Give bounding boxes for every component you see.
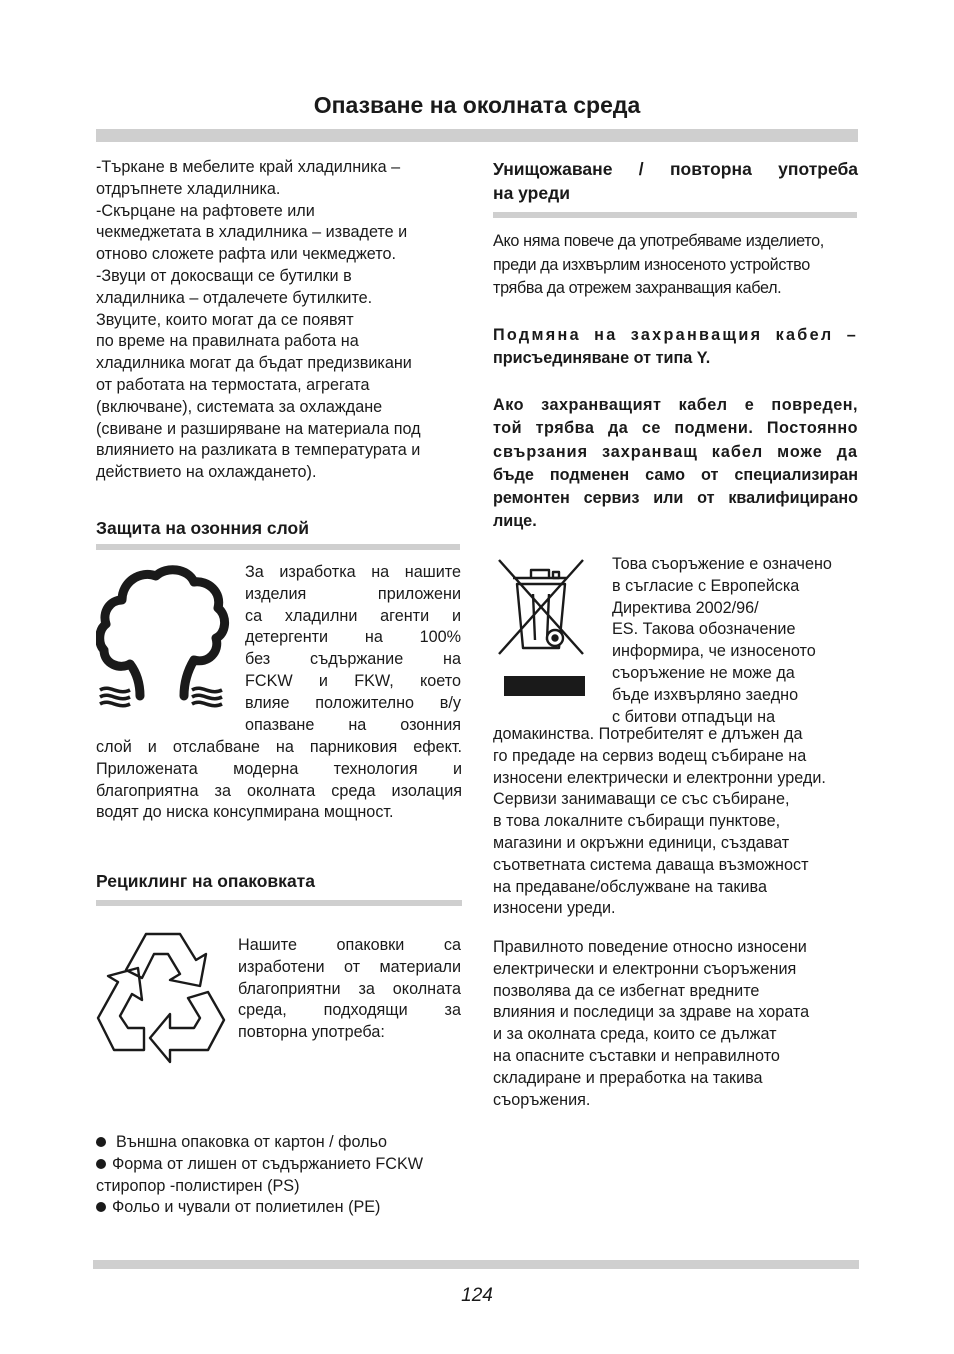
text-line: в това локалните събиращи пунктове, <box>493 812 781 831</box>
list-item-continuation: стиропор -полистирен (PS) <box>96 1176 300 1195</box>
noise-paragraph <box>96 157 462 484</box>
text-line: -Търкане в мебелите край хладилника – <box>96 158 401 176</box>
text-line: отново сложете рафта или чекмеджето. <box>96 245 396 264</box>
text-line: (включване), системата за охлаждане <box>96 397 383 416</box>
text-line: позволява да се избегнат вредните <box>493 981 760 1000</box>
text-line: изработени от материали <box>238 957 461 976</box>
text-line: той трябва да се подмени. Постоянно <box>493 419 858 438</box>
ozone-heading: Защита на озонния слой <box>96 518 309 538</box>
text-line: слой и отслабване на парниковия ефект. <box>96 738 462 756</box>
cable-heading: Подмяна на захранващия кабел – присъединяване от типа Y. <box>493 326 858 367</box>
text-line: и за околната среда, които се дължат <box>493 1025 777 1044</box>
text-line: бъде подменен само от специализиран <box>493 465 858 484</box>
text-line: повторна употреба: <box>238 1023 385 1042</box>
text-line: на опасните съставки и неправилното <box>493 1046 780 1065</box>
list-item: Фольо и чували от полиетилен (PE) <box>96 1197 466 1219</box>
text-line: трябва да отрежем захранващия кабел. <box>493 279 782 297</box>
bullet-icon <box>96 1159 106 1169</box>
bullet-icon <box>96 1137 106 1147</box>
text-line: FCKW и FKW, което <box>245 671 461 690</box>
text-line: За изработка на нашите <box>245 563 461 581</box>
text-line: детергенти на 100% <box>245 628 461 647</box>
text-line: Ако няма повече да употребяваме изделието, <box>493 232 824 250</box>
text-line: от работата на термостата, агрегата <box>96 375 370 394</box>
ozone-divider <box>96 544 460 550</box>
text-line: информира, че износеното <box>612 642 816 661</box>
text-line: влиянието на разликата в температурата и <box>96 441 421 460</box>
text-line: Звуците, които могат да се появят <box>96 310 354 329</box>
text-line: износени електрически и електронни уреди. <box>493 768 826 787</box>
text-line: влияния и последици за здраве на хората <box>493 1003 810 1022</box>
crossed-bin-icon <box>495 556 591 700</box>
text-line: водят до ниска консупмирана мощност. <box>96 803 394 822</box>
packaging-list <box>96 1132 466 1219</box>
text-line: износени уреди. <box>493 899 616 918</box>
text-line: Сервизи занимаващи се със събиране, <box>493 790 790 809</box>
text-line: Нашите опаковки са <box>238 936 461 954</box>
footer-divider <box>93 1260 859 1269</box>
text-line: складиране и преработка на такива <box>493 1068 763 1087</box>
text-line: лице. <box>493 512 537 531</box>
text-line: с битови отпадъци на <box>612 707 776 726</box>
text-line: изделия приложени <box>245 584 461 603</box>
recycling-heading: Рециклинг на опаковката <box>96 871 315 891</box>
text-line: -Звуци от докосващи се бутилки в <box>96 266 352 285</box>
recycling-icon <box>96 926 226 1064</box>
ozone-side-text <box>245 562 461 736</box>
text-line: са хладилни агенти и <box>245 606 461 625</box>
text-line: Ако захранващият кабел е повреден, <box>493 396 858 414</box>
weee-full-text <box>493 724 863 920</box>
disposal-divider <box>493 212 857 218</box>
text-line: ремонтен сервиз или от квалифицирано <box>493 489 858 508</box>
text-line: отдръпнете хладилника. <box>96 179 281 198</box>
tree-icon <box>96 564 230 712</box>
text-line: съответната система даваща възможност <box>493 855 809 874</box>
list-item: Външна опаковка от картон / фольо <box>96 1132 466 1154</box>
text-line: благоприятна за околната среда изолация <box>96 781 462 800</box>
text-line: на предаване/обслужване на такива <box>493 877 767 896</box>
list-item: Форма от лишен от съдържанието FCKW <box>96 1154 466 1176</box>
text-line: съоръжение не може да <box>612 663 795 682</box>
text-line: опазване на озонния <box>245 715 461 734</box>
text-line: преди да изхвърлим износеното устройство <box>493 255 810 274</box>
text-line: (свиване и разширяване на материала под <box>96 419 421 438</box>
page-title: Опазване на околната среда <box>313 92 641 118</box>
text-line: Приложената модерна технология и <box>96 759 462 778</box>
text-line: ES. Такова обозначение <box>612 620 796 639</box>
text-line: по време на правилната работа на <box>96 332 359 351</box>
text-line: Правилното поведение относно износени <box>493 938 807 956</box>
text-line: -Скърцане на рафтовете или <box>96 201 315 220</box>
text-line: без съдържание на <box>245 650 461 669</box>
text-line: Директива 2002/96/ <box>612 598 759 617</box>
text-line: домакинства. Потребителят е длъжен да <box>493 725 803 743</box>
text-line: влияе положително в/у <box>245 693 461 712</box>
recycling-side-text <box>238 935 461 1044</box>
bullet-icon <box>96 1202 106 1212</box>
text-line: съоръжения. <box>493 1090 591 1109</box>
text-line: свързания захранващ кабел може да <box>493 442 858 461</box>
weee-side-text <box>612 554 862 728</box>
text-line: действието на охлаждането). <box>96 463 317 482</box>
title-divider <box>96 129 858 142</box>
ozone-full-text <box>96 737 462 824</box>
weee-paragraph-2 <box>493 937 863 1111</box>
text-line: чекмеджетата в хладилника – извадете и <box>96 223 408 242</box>
text-line: Това съоръжение е означено <box>612 555 832 573</box>
text-line: го предаде на сервиз водещ събиране на <box>493 746 807 765</box>
text-line: в съгласие с Европейска <box>612 576 800 595</box>
text-line: хладилника могат да бъдат предизвикани <box>96 354 412 373</box>
text-line: благоприятни за околната <box>238 979 461 998</box>
disposal-text <box>493 230 859 301</box>
cable-warning <box>493 394 858 534</box>
text-line: среда, подходящи за <box>238 1001 461 1020</box>
text-line: бъде изхвърляно заедно <box>612 685 799 704</box>
text-line: хладилника – отдалечете бутилките. <box>96 288 373 307</box>
page-number: 124 <box>461 1285 493 1306</box>
recycling-divider <box>96 900 462 906</box>
disposal-heading: Унищожаване / повторна употреба на уреди <box>493 159 858 203</box>
text-line: електрически и електронни съоръжения <box>493 959 797 978</box>
text-line: магазини и окръжни единици, създават <box>493 833 790 852</box>
